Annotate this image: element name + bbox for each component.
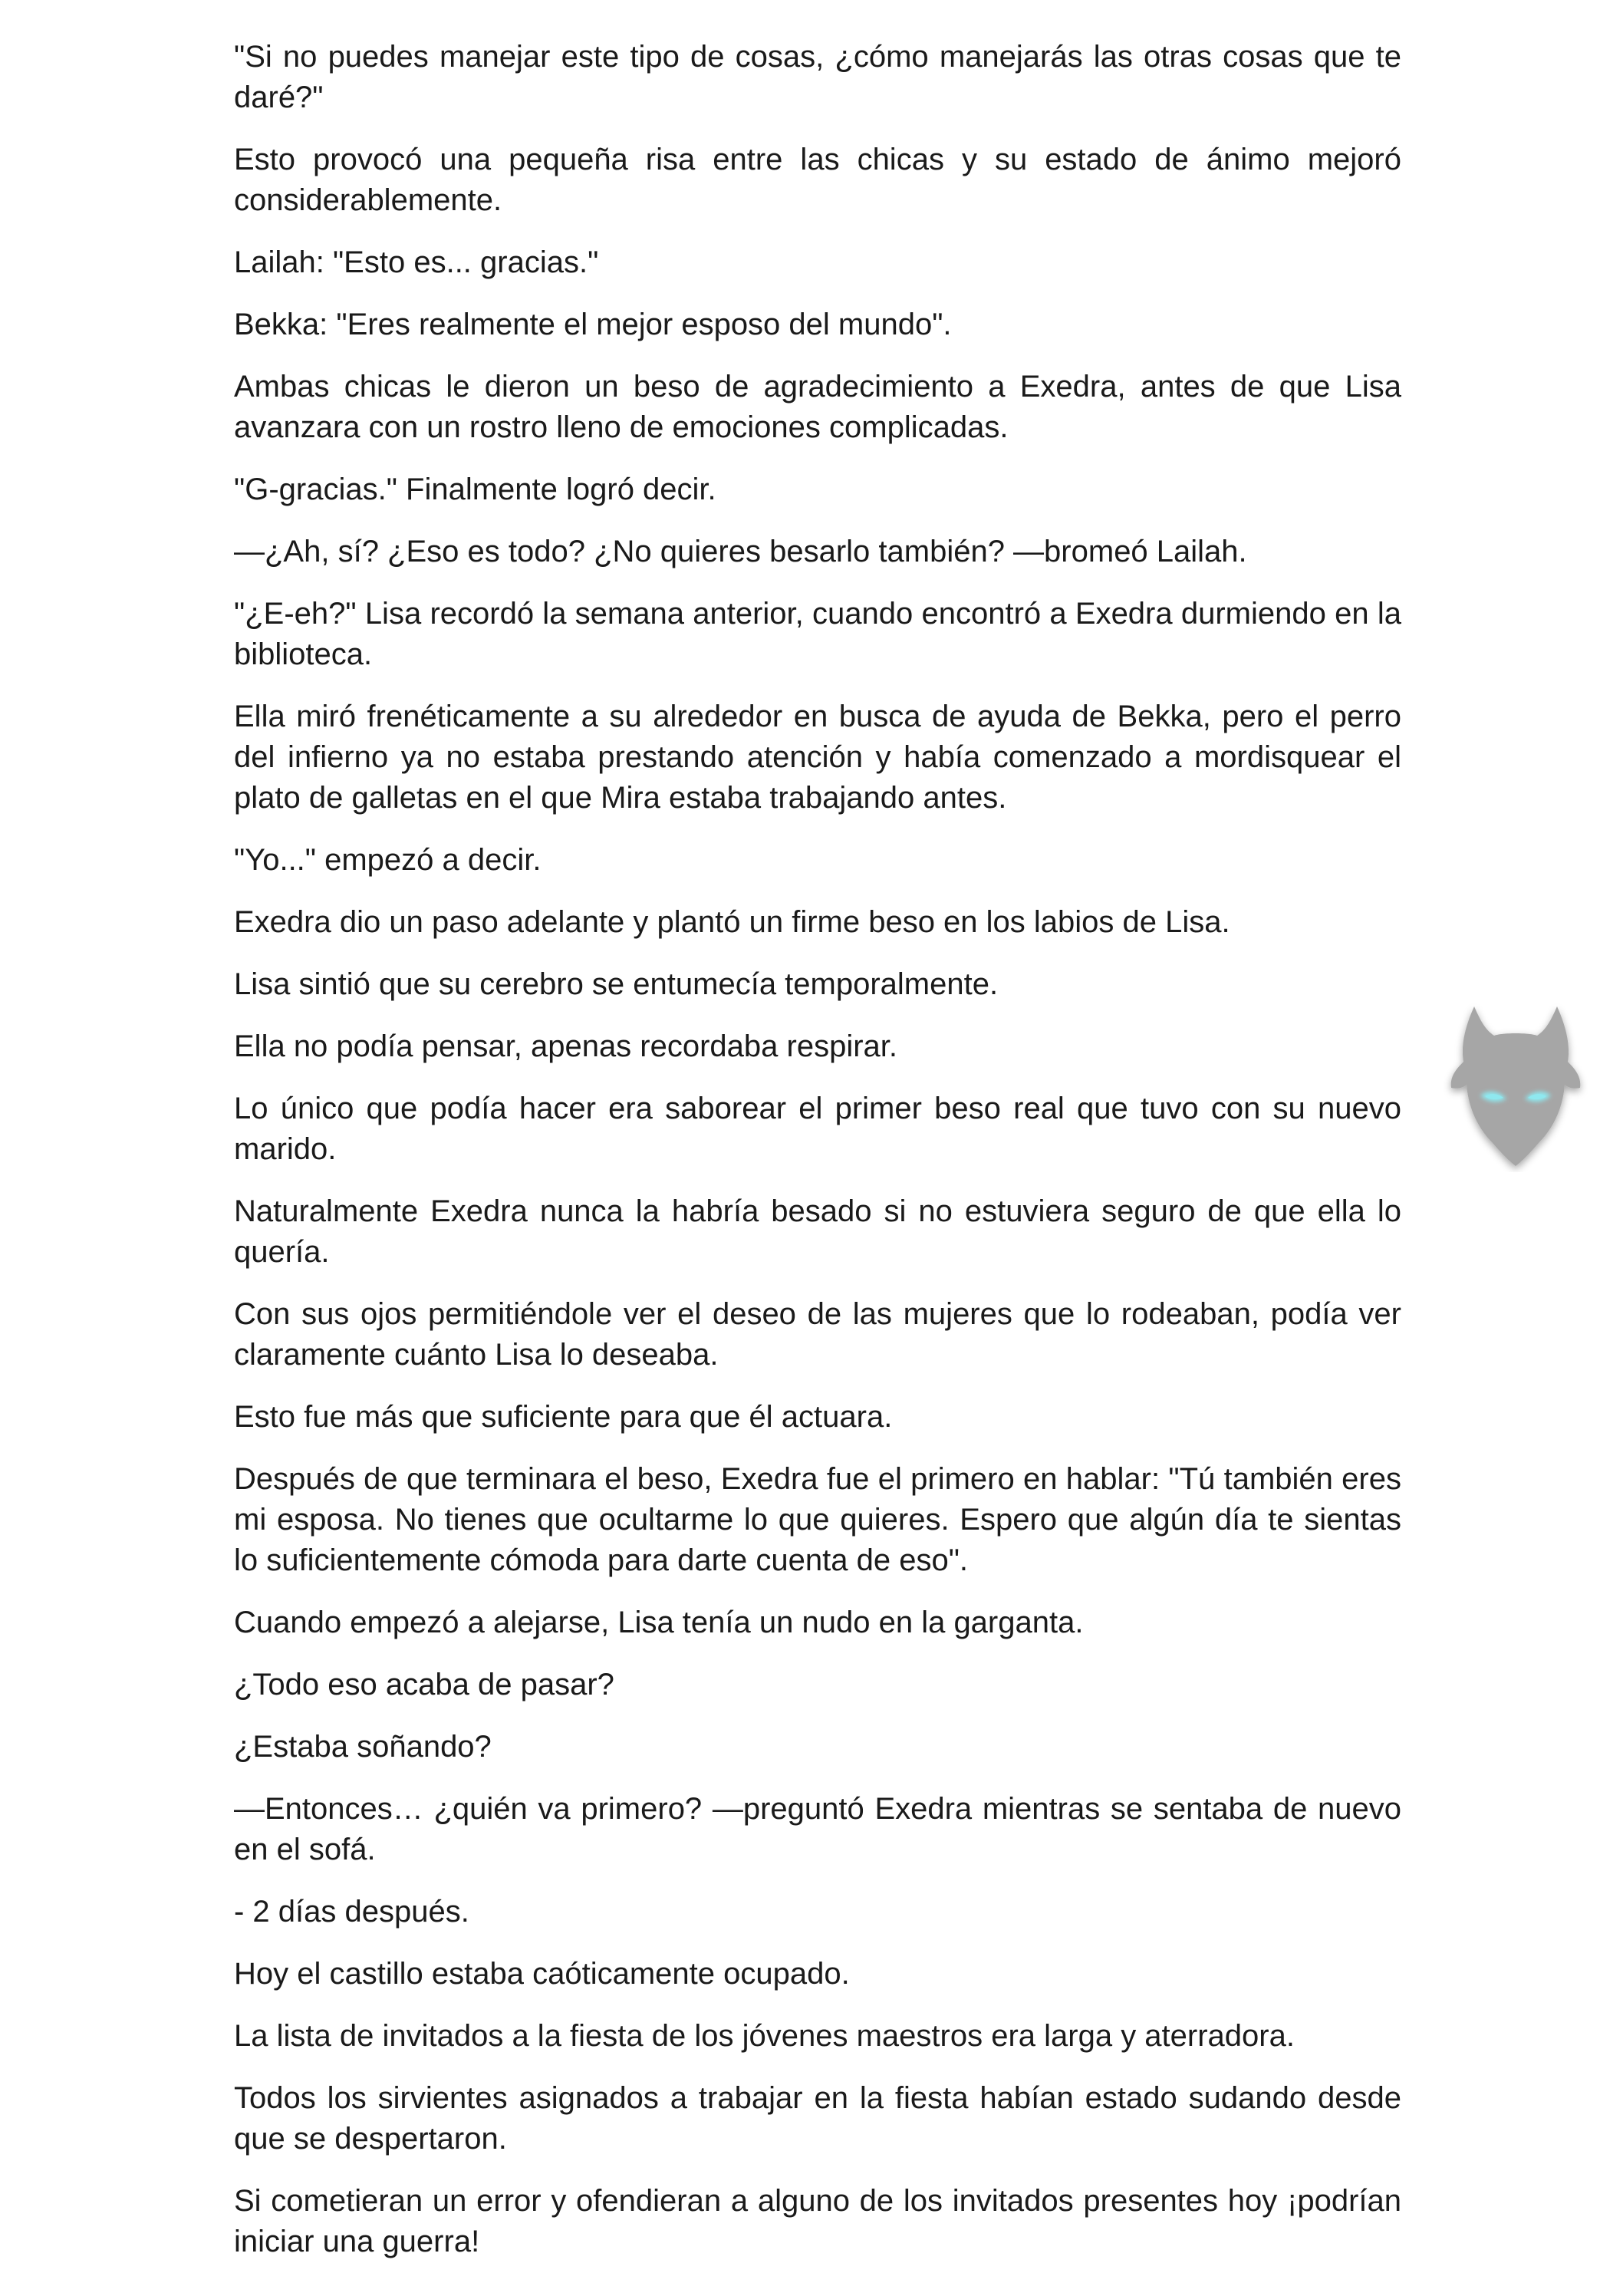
paragraph: Exedra dio un paso adelante y plantó un firme beso en los labios de Lisa.	[234, 905, 1230, 939]
document-body	[234, 37, 1401, 2262]
paragraph: Esto fue más que suficiente para que él actuara.	[234, 1400, 893, 1434]
paragraph: Con sus ojos permitiéndole ver el deseo de las mujeres que lo rodeaban, podía ver claramente cuánto Lisa lo deseaba.	[234, 1297, 1401, 1372]
paragraph: "Si no puedes manejar este tipo de cosas, ¿cómo manejarás las otras cosas que te daré?"	[234, 40, 1401, 114]
paragraph: —Entonces… ¿quién va primero? —preguntó Exedra mientras se sentaba de nuevo en el sofá.	[234, 1792, 1401, 1866]
paragraph: ¿Todo eso acaba de pasar?	[234, 1668, 614, 1701]
paragraph: La lista de invitados a la fiesta de los jóvenes maestros era larga y aterradora.	[234, 2019, 1295, 2053]
paragraph: - 2 días después.	[234, 1895, 469, 1929]
paragraph: "G-gracias." Finalmente logró decir.	[234, 473, 716, 506]
paragraph: Ambas chicas le dieron un beso de agradecimiento a Exedra, antes de que Lisa avanzara con un rostro lleno de emociones complicadas.	[234, 370, 1401, 444]
paragraph: Lo único que podía hacer era saborear el primer beso real que tuvo con su nuevo marido.	[234, 1092, 1401, 1166]
paragraph: Ella miró frenéticamente a su alrededor en busca de ayuda de Bekka, pero el perro del infierno ya no estaba prestando atención y había comenzado a mordisquear el plato de galletas en el que Mira estaba trabajando antes.	[234, 700, 1401, 815]
paragraph: ¿Estaba soñando?	[234, 1730, 492, 1764]
paragraph: Ella no podía pensar, apenas recordaba respirar.	[234, 1029, 898, 1063]
demon-head-icon	[1440, 997, 1591, 1172]
paragraph: "Yo..." empezó a decir.	[234, 843, 542, 877]
paragraph: Naturalmente Exedra nunca la habría besado si no estuviera seguro de que ella lo quería.	[234, 1194, 1401, 1269]
paragraph: Todos los sirvientes asignados a trabajar en la fiesta habían estado sudando desde que se despertaron.	[234, 2081, 1401, 2156]
paragraph: Bekka: "Eres realmente el mejor esposo del mundo".	[234, 308, 952, 341]
paragraph: Esto provocó una pequeña risa entre las chicas y su estado de ánimo mejoró considerablemente.	[234, 143, 1401, 217]
paragraph: —¿Ah, sí? ¿Eso es todo? ¿No quieres besarlo también? —bromeó Lailah.	[234, 535, 1247, 568]
paragraph: Cuando empezó a alejarse, Lisa tenía un nudo en la garganta.	[234, 1606, 1084, 1639]
demon-head-shape	[1451, 1006, 1581, 1166]
paragraph: Si cometieran un error y ofendieran a alguno de los invitados presentes hoy ¡podrían iniciar una guerra!	[234, 2184, 1401, 2258]
paragraph: Hoy el castillo estaba caóticamente ocupado.	[234, 1957, 850, 1991]
paragraph: "¿E-eh?" Lisa recordó la semana anterior, cuando encontró a Exedra durmiendo en la biblioteca.	[234, 597, 1401, 671]
paragraph: Lisa sintió que su cerebro se entumecía temporalmente.	[234, 967, 999, 1001]
paragraph: Lailah: "Esto es... gracias."	[234, 245, 599, 279]
paragraph: Después de que terminara el beso, Exedra fue el primero en hablar: "Tú también eres mi esposa. No tienes que ocultarme lo que quieres. Espero que algún día te sientas lo suficientemente cómoda para darte cuenta de eso".	[234, 1462, 1401, 1577]
